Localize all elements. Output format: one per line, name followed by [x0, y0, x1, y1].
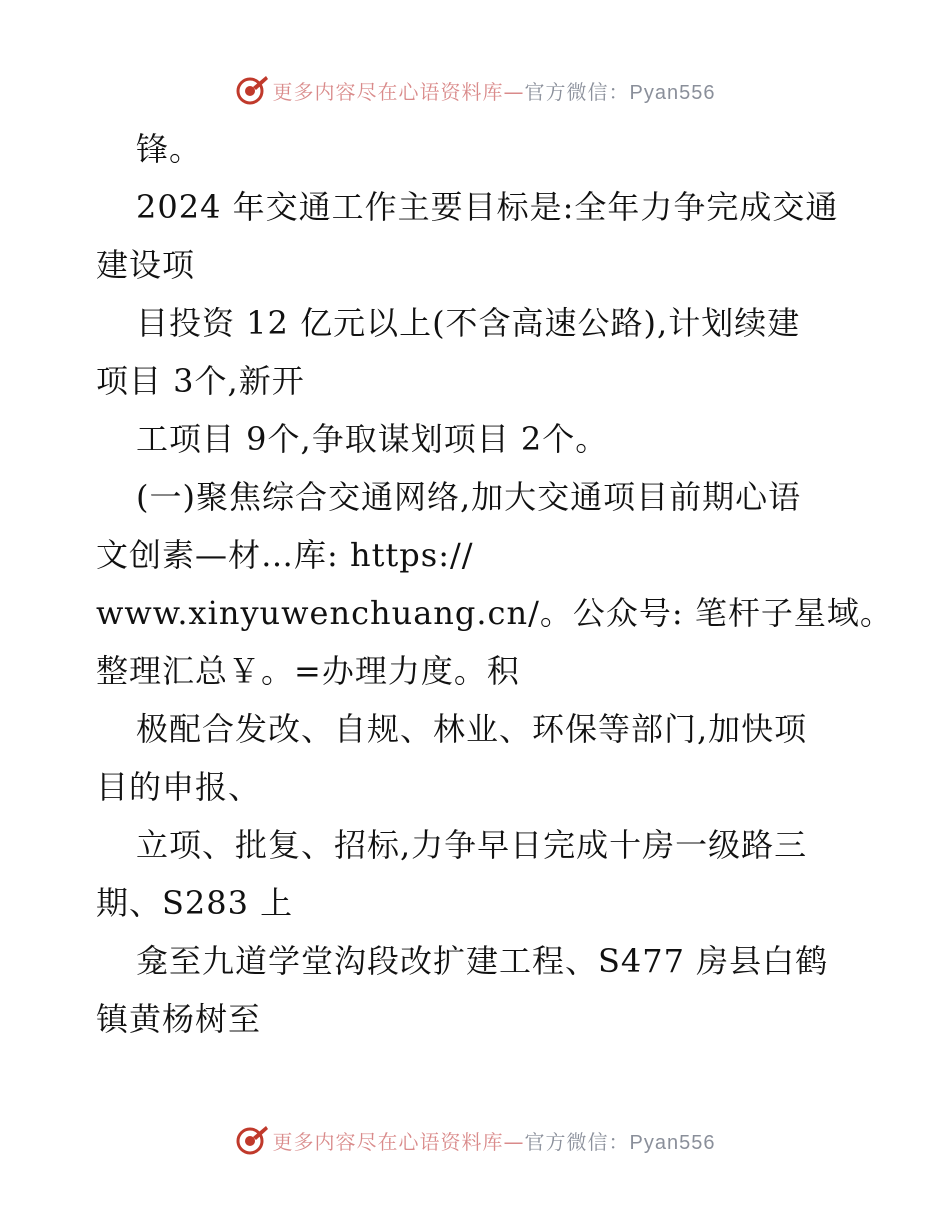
text-line: (一)聚焦综合交通网络,加大交通项目前期心语 — [136, 478, 802, 516]
watermark-text: 更多内容尽在心语资料库—官方微信：Pyan556 — [272, 79, 716, 104]
text-line: 目的申报、 — [96, 768, 262, 806]
text-line: 文创素—材…库: https:// — [96, 536, 474, 574]
text-line: 锋。 — [136, 130, 203, 168]
text-line: 工项目 9个,争取谋划项目 2个。 — [136, 420, 609, 458]
text-line: 立项、批复、招标,力争早日完成十房一级路三 — [136, 826, 808, 864]
text-line: 建设项 — [96, 246, 196, 284]
text-line: 整理汇总￥。=办理力度。积 — [96, 652, 520, 690]
text-line: 龛至九道学堂沟段改扩建工程、S477 房县白鹤 — [136, 942, 829, 980]
header-watermark — [0, 70, 950, 110]
text-line: 项目 3个,新开 — [96, 362, 305, 400]
text-line: 期、S283 上 — [96, 884, 294, 922]
text-line: 2024 年交通工作主要目标是:全年力争完成交通 — [136, 188, 839, 226]
text-line: 镇黄杨树至 — [96, 1000, 262, 1038]
watermark-text: 更多内容尽在心语资料库—官方微信：Pyan556 — [272, 1129, 716, 1154]
footer-watermark — [0, 1120, 950, 1160]
text-line: www.xinyuwenchuang.cn/。公众号: 笔杆子星域。 — [96, 594, 893, 632]
pen-nib-circle-icon — [235, 73, 269, 107]
text-line: 目投资 12 亿元以上(不含高速公路),计划续建 — [136, 304, 801, 342]
body-text — [96, 120, 893, 1048]
pen-nib-circle-icon — [235, 1123, 269, 1157]
text-line: 极配合发改、自规、林业、环保等部门,加快项 — [136, 710, 808, 748]
